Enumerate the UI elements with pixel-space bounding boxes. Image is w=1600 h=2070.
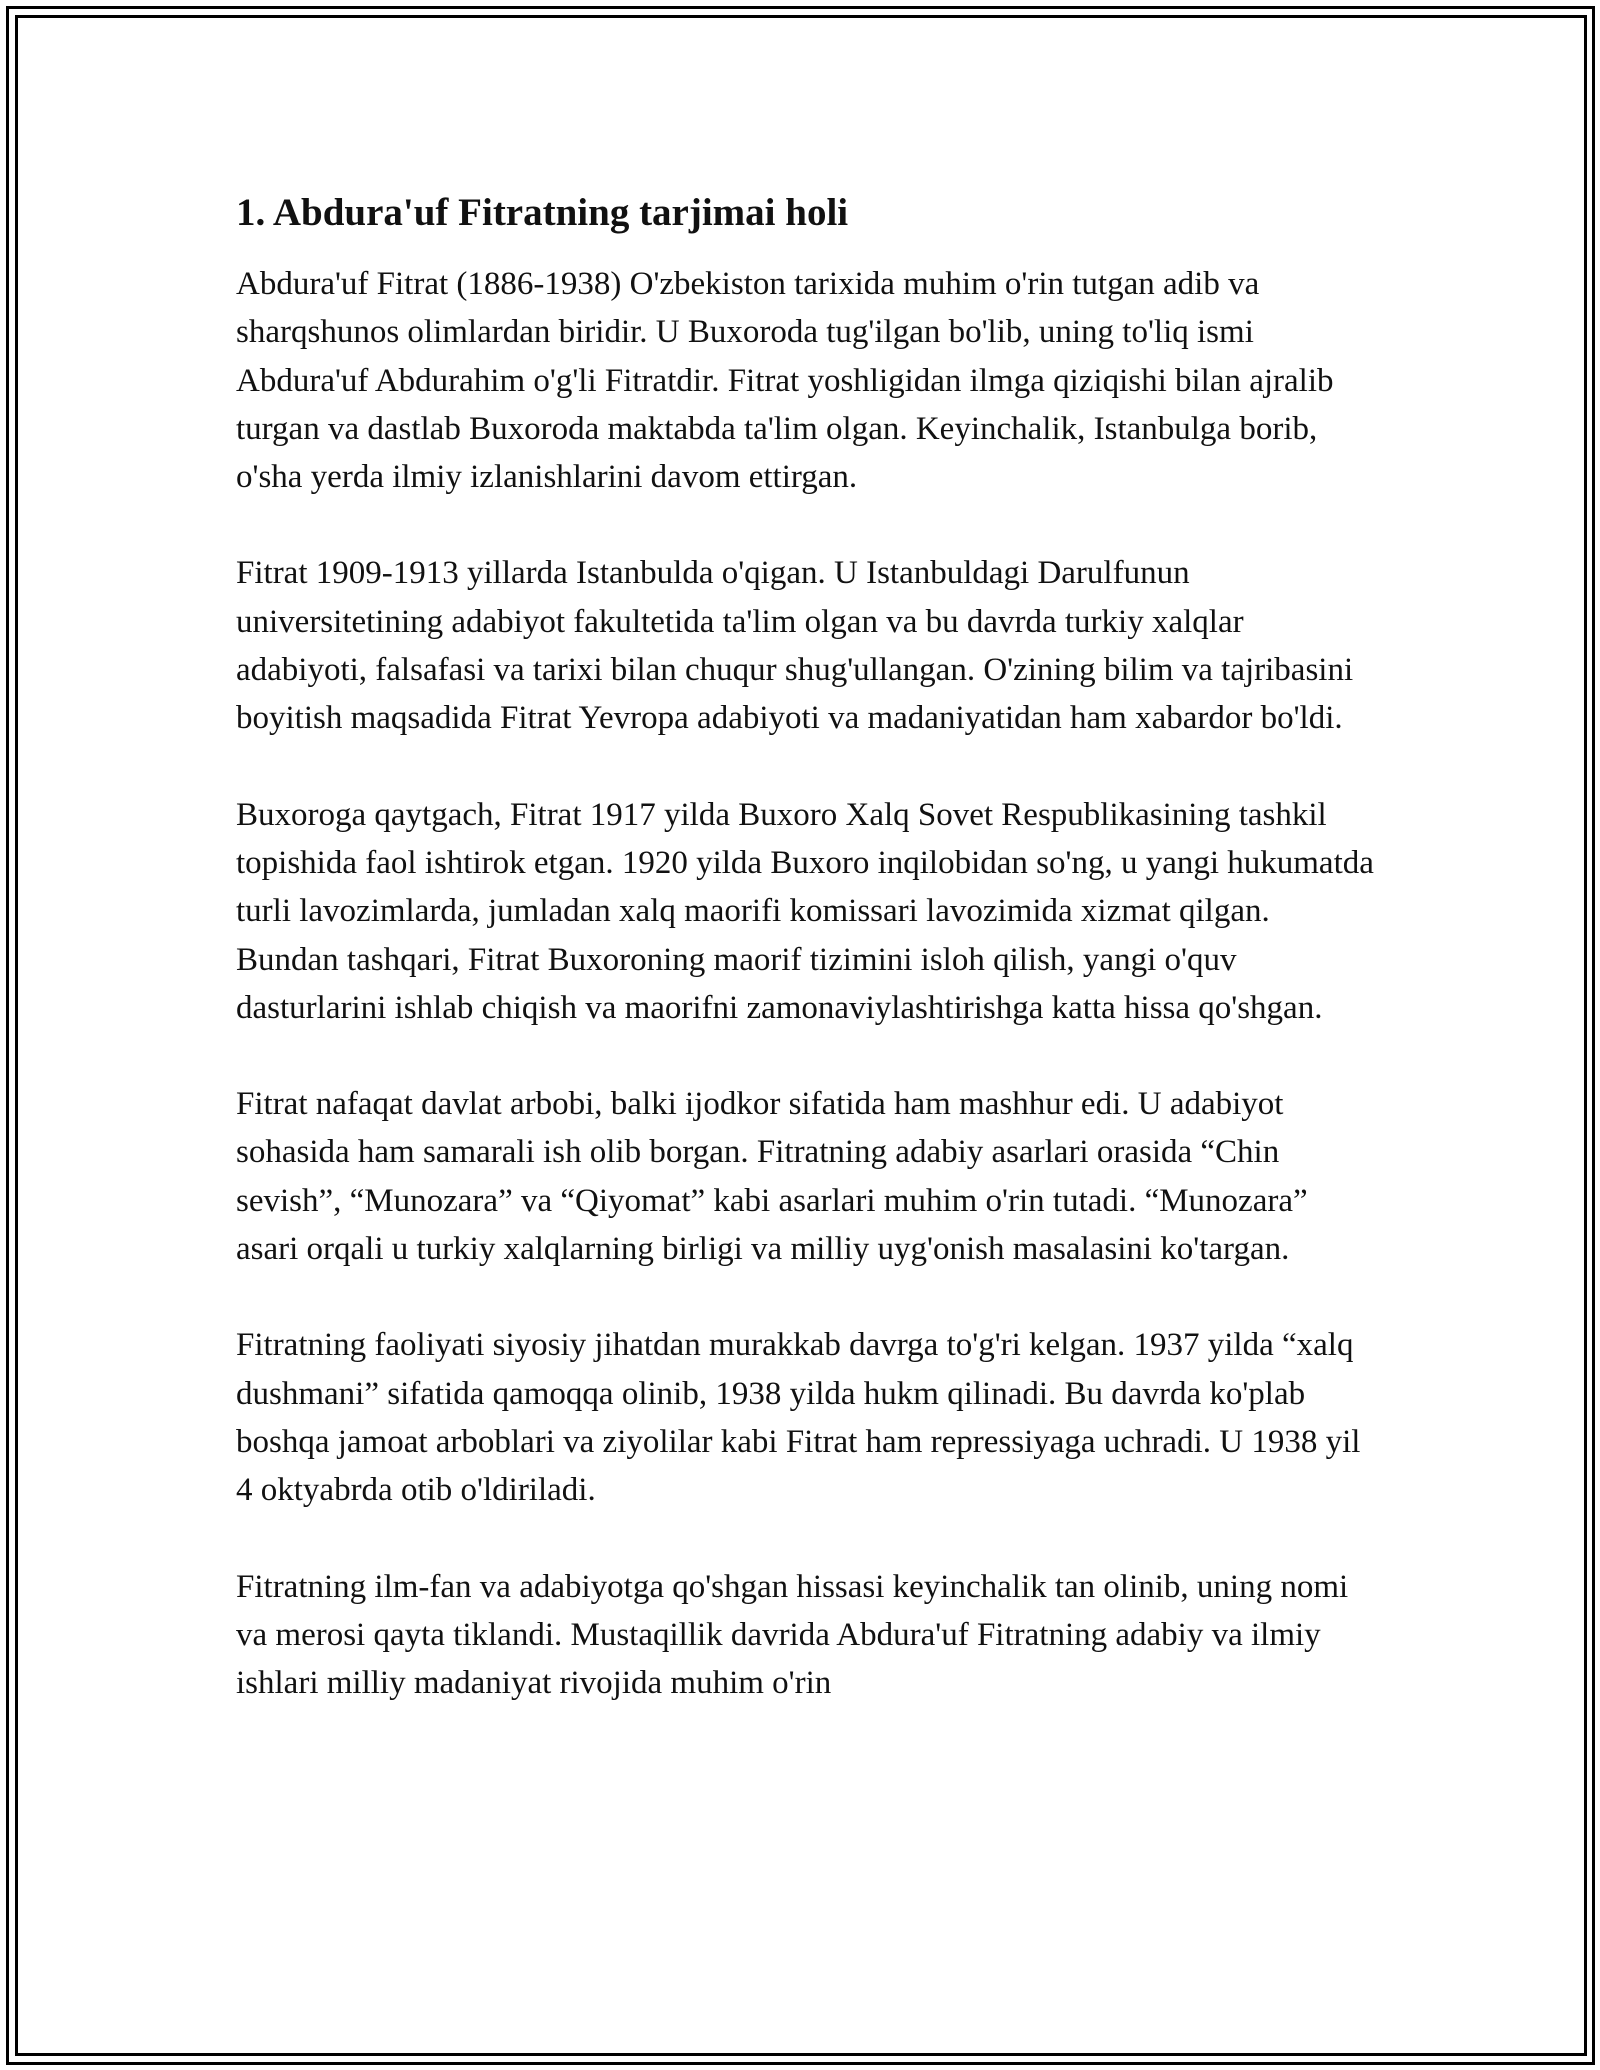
paragraph-6: Fitratning ilm-fan va adabiyotga qo'shgan hissasi keyinchalik tan olinib, uning nomi va merosi qayta tiklandi. Mustaqillik davrida Abdura'uf Fitratning adabiy va ilmiy ishlari milliy madaniyat rivojida muhim o'rin [236,1568,1349,1702]
paragraph-3: Buxoroga qaytgach, Fitrat 1917 yilda Buxoro Xalq Sovet Respublikasining tashkil topishida faol ishtirok etgan. 1920 yilda Buxoro inqilobidan so'ng, u yangi hukumatda turli lavozimlarda, jumladan xalq maorifi komissari lavozimida xizmat qilgan. Bundan tashqari, Fitrat Buxoroning maorif tizimini isloh qilish, yangi o'quv dasturlarini ishlab chiqish va maorifni zamonaviylashtirishga katta hissa qo'shgan. [236,796,1374,1026]
paragraph-1: Abdura'uf Fitrat (1886-1938) O'zbekiston tarixida muhim o'rin tutgan adib va sharqshunos olimlardan biridir. U Buxoroda tug'ilgan bo'lib, uning to'liq ismi Abdura'uf Abdurahim o'g'li Fitratdir. Fitrat yoshligidan ilmga qiziqishi bilan ajralib turgan va dastlab Buxoroda maktabda ta'lim olgan. Keyinchalik, Istanbulga borib, o'sha yerda ilmiy izlanishlarini davom ettirgan. [236,266,1334,496]
paragraph-2: Fitrat 1909-1913 yillarda Istanbulda o'qigan. U Istanbuldagi Darulfunun universitetining adabiyot fakultetida ta'lim olgan va bu davrda turkiy xalqlar adabiyoti, falsafasi va tarixi bilan chuqur shug'ullangan. O'zining bilim va tajribasini boyitish maqsadida Fitrat Yevropa adabiyoti va madaniyatidan ham xabardor bo'ldi. [236,555,1354,737]
section-heading: 1. Abdura'uf Fitratning tarjimai holi [236,191,849,234]
paragraph-4: Fitrat nafaqat davlat arbobi, balki ijodkor sifatida ham mashhur edi. U adabiyot sohasida ham samarali ish olib borgan. Fitratning adabiy asarlari orasida “Chin sevish”, “Munozara” va “Qiyomat” kabi asarlari muhim o'rin tutadi. “Munozara” asari orqali u turkiy xalqlarning birligi va milliy uyg'onish masalasini ko'targan. [236,1086,1308,1268]
document-body [236,188,1376,1755]
paragraph-5: Fitratning faoliyati siyosiy jihatdan murakkab davrga to'g'ri kelgan. 1937 yilda “xalq dushmani” sifatida qamoqqa olinib, 1938 yilda hukm qilinadi. Bu davrda ko'plab boshqa jamoat arboblari va ziyolilar kabi Fitrat ham repressiyaga uchradi. U 1938 yil 4 oktyabrda otib o'ldiriladi. [236,1327,1361,1509]
